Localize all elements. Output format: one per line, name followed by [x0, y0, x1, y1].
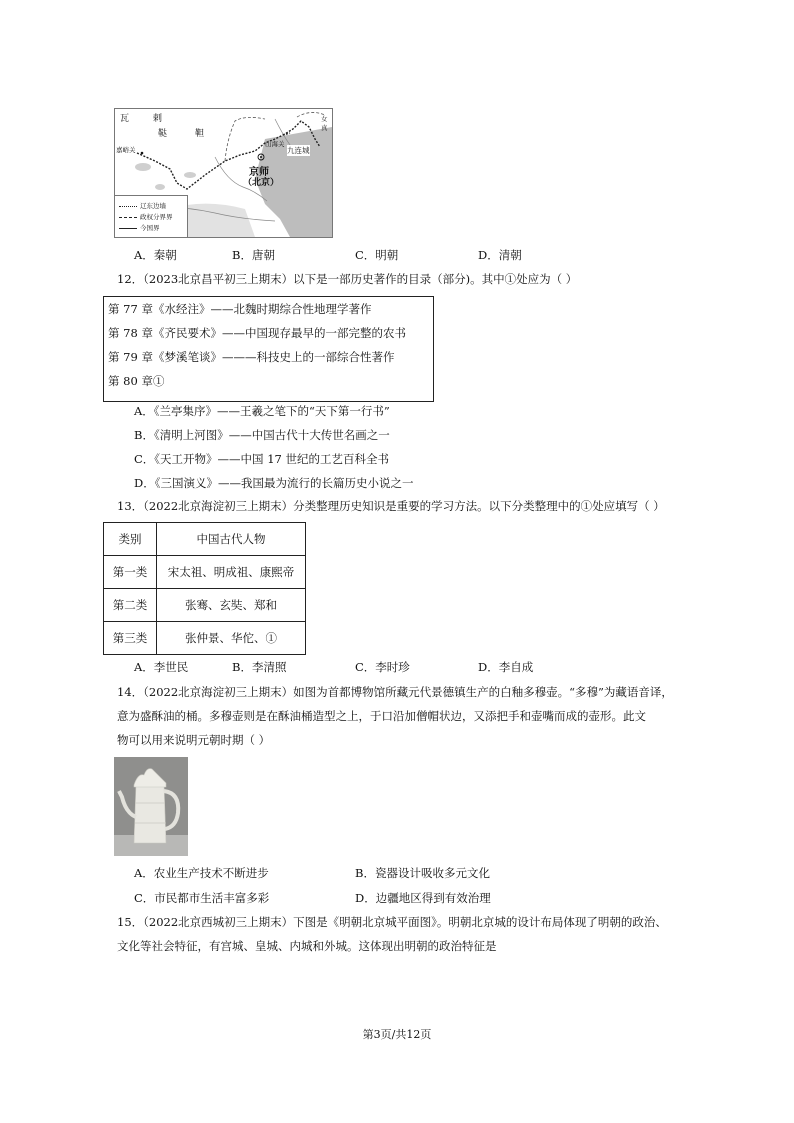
q14-stem-line-3: 物可以用来说明元朝时期（ ）: [117, 733, 271, 747]
legend-item-modern-border: 今国界: [119, 224, 160, 232]
toc-line-79: 第 79 章《梦溪笔谈》———科技史上的一部综合性著作: [108, 350, 395, 364]
table-cell: 张仲景、华佗、①: [157, 622, 306, 655]
q12-stem: 12．（2023北京昌平初三上期末）以下是一部历史著作的目录（部分)。其中①处应为（ ）: [117, 272, 578, 286]
table-cell: 第三类: [104, 622, 157, 655]
q14-stem-line-2: 意为盛酥油的桶。多穆壶则是在酥油桶造型之上，于口沿加僧帽状边，又添把手和壶嘴而成的壶形。此文: [117, 709, 646, 723]
q13-option-c: C．李时珍: [355, 660, 410, 674]
teapot-illustration: [114, 757, 188, 856]
toc-line-80: 第 80 章①: [108, 374, 165, 388]
jiayuguan-marker: [141, 152, 144, 155]
q14-option-b: B．瓷器设计吸收多元文化: [355, 866, 490, 880]
map-label-shanhaiguan: 山海关: [265, 140, 285, 148]
table-header-row: [104, 523, 306, 556]
q11-option-b: B．唐朝: [232, 248, 275, 262]
map-label-nv: 女: [321, 115, 328, 123]
toc-line-78: 第 78 章《齐民要术》——中国现存最早的一部完整的农书: [108, 326, 406, 340]
map-label-da: 鞑: [158, 129, 168, 139]
dashed-line-icon: [119, 217, 137, 218]
map-label-dan: 靼: [195, 129, 205, 139]
map-label-jiayuguan: 嘉峪关: [116, 146, 136, 154]
q14-option-c: C．市民都市生活丰富多彩: [134, 891, 270, 905]
q11-option-a: A．秦朝: [134, 248, 177, 262]
map-legend: [115, 195, 188, 238]
toc-line-77: 第 77 章《水经注》——北魏时期综合性地理学著作: [108, 302, 372, 316]
q13-stem: 13．（2022北京海淀初三上期末）分类整理历史知识是重要的学习方法。以下分类整理中的①处应填写（ ）: [117, 499, 665, 513]
table-cell: 第二类: [104, 589, 157, 622]
ming-map-figure: [114, 108, 333, 238]
table-header-cell: 中国古代人物: [157, 523, 306, 556]
page-number-footer: 第3页/共12页: [362, 1028, 432, 1041]
table-cell: 宋太祖、明成祖、康熙帝: [157, 556, 306, 589]
table-row: [104, 622, 306, 655]
q11-option-c: C．明朝: [355, 248, 399, 262]
q13-option-a: A．李世民: [134, 660, 189, 674]
table-cell: 张骞、玄奘、郑和: [157, 589, 306, 622]
solid-line-icon: [119, 228, 137, 229]
map-label-zhen: 真: [321, 124, 328, 132]
table-row: [104, 589, 306, 622]
q11-option-d: D．清朝: [478, 248, 522, 262]
map-label-capital-note: （北京）: [243, 178, 280, 188]
q14-stem-line-1: 14．（2022北京海淀初三上期末）如图为首都博物馆所藏元代景德镇生产的白釉多穆壶。“多穆”为藏语音译，: [117, 685, 673, 699]
q14-option-a: A．农业生产技术不断进步: [134, 866, 269, 880]
q12-option-d: D．《三国演义》——我国最为流行的长篇历史小说之一: [134, 476, 414, 490]
q12-option-b: B．《清明上河图》——中国古代十大传世名画之一: [134, 428, 390, 442]
q12-toc-box: [103, 296, 434, 402]
q14-option-d: D．边疆地区得到有效治理: [355, 891, 491, 905]
q13-option-d: D．李自成: [478, 660, 534, 674]
legend-item-boundary: 政权分界界: [119, 213, 173, 221]
q13-option-b: B．李清照: [232, 660, 287, 674]
table-header-cell: 类别: [104, 523, 157, 556]
q12-option-a: A．《兰亭集序》——王羲之笔下的“天下第一行书”: [134, 404, 390, 418]
dotted-line-icon: [119, 206, 137, 207]
map-label-wa: 瓦: [120, 114, 130, 124]
q15-stem-line-2: 文化等社会特征，有宫城、皇城、内城和外城。这体现出明朝的政治特征是: [117, 939, 497, 953]
legend-item-liaodong: 辽东边墙: [119, 202, 166, 210]
duomu-teapot-photo: [114, 757, 188, 856]
q13-classification-table: [103, 522, 306, 655]
q15-stem-line-1: 15．（2022北京西城初三上期末）下图是《明朝北京城平面图》。明朝北京城的设计布局体现了明朝的政治、: [117, 915, 667, 929]
map-label-capital: 京师: [249, 167, 269, 178]
table-row: [104, 556, 306, 589]
q12-option-c: C．《天工开物》——中国 17 世纪的工艺百科全书: [134, 452, 389, 466]
table-cell: 第一类: [104, 556, 157, 589]
map-label-jiuliancheng: 九连城: [287, 146, 310, 155]
map-label-la: 剌: [153, 114, 163, 124]
